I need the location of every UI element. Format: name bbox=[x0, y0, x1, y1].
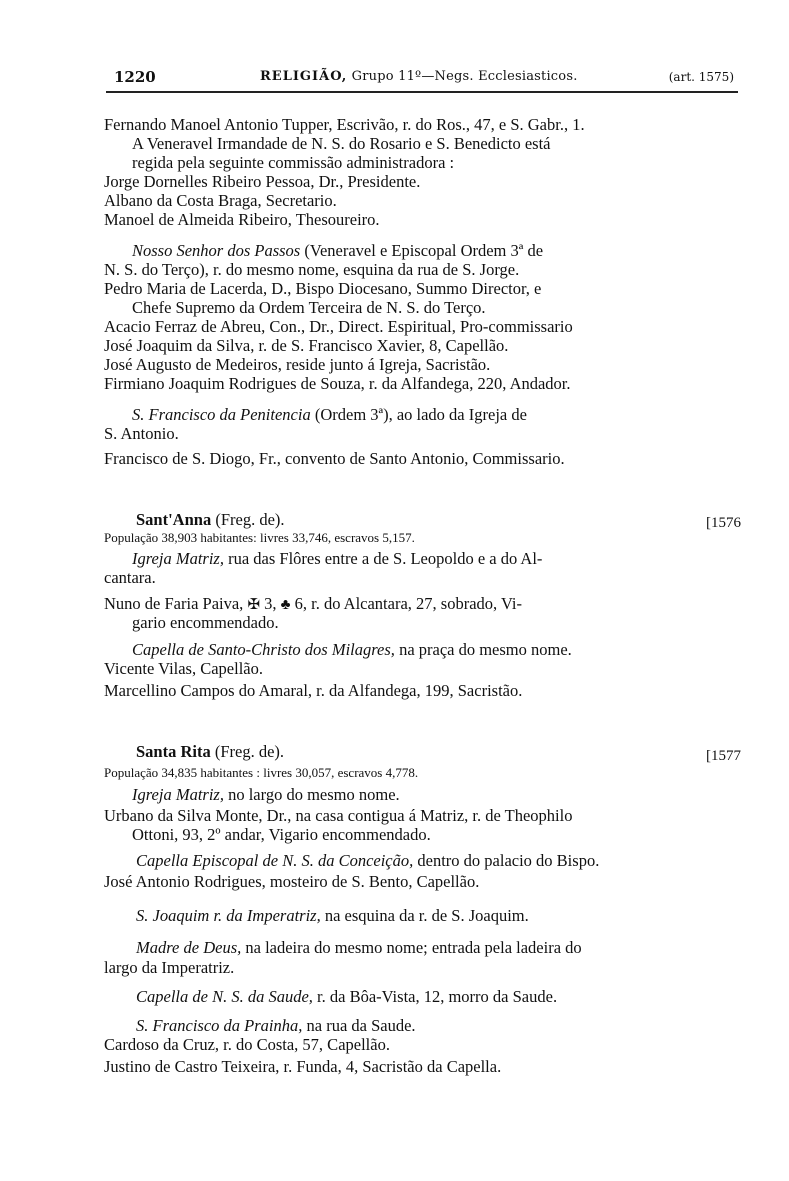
text-line: regida pela seguinte commissão administradora : bbox=[132, 153, 455, 172]
text-line bbox=[136, 851, 776, 870]
section-title-bold: Santa Rita bbox=[136, 742, 211, 761]
text-line: Fernando Manoel Antonio Tupper, Escrivão, r. do Ros., 47, e S. Gabr., 1. bbox=[104, 115, 585, 134]
section-title-rest: (Freg. de). bbox=[210, 742, 285, 761]
entry-text: r. da Bôa-Vista, 12, morro da Saude. bbox=[312, 987, 558, 1006]
section-reference: [1577 bbox=[706, 748, 741, 764]
text-line: Firmiano Joaquim Rodrigues de Souza, r. da Alfandega, 220, Andador. bbox=[104, 374, 571, 393]
text-line: largo da Imperatriz. bbox=[104, 958, 235, 977]
entry-text: na praça do mesmo nome. bbox=[394, 640, 572, 659]
entry-text: rua das Flôres entre a de S. Leopoldo e a do Al- bbox=[223, 549, 543, 568]
header-title bbox=[260, 69, 578, 84]
text-line bbox=[136, 987, 776, 1006]
text-line: Manoel de Almeida Ribeiro, Thesoureiro. bbox=[104, 210, 380, 229]
cross-icon: ✠ bbox=[247, 597, 261, 613]
text-line: Pedro Maria de Lacerda, D., Bispo Diocesano, Summo Director, e bbox=[104, 279, 542, 298]
text-line bbox=[132, 405, 772, 424]
text-line: gario encommendado. bbox=[132, 613, 279, 632]
header-article: (art. 1575) bbox=[668, 70, 734, 84]
text-line: José Joaquim da Silva, r. de S. Francisco Xavier, 8, Capellão. bbox=[104, 336, 509, 355]
text-line: Albano da Costa Braga, Secretario. bbox=[104, 191, 337, 210]
entry-title: S. Francisco da Penitencia bbox=[132, 405, 311, 424]
text-line: cantara. bbox=[104, 568, 156, 587]
entry-title: Capella de N. S. da Saude, bbox=[136, 987, 313, 1006]
entry-title: Igreja Matriz, bbox=[132, 549, 224, 568]
entry-title: Igreja Matriz, bbox=[132, 785, 224, 804]
text-line: José Antonio Rodrigues, mosteiro de S. Bento, Capellão. bbox=[104, 872, 480, 891]
running-header bbox=[100, 68, 740, 88]
text-line bbox=[104, 594, 744, 615]
text-line: Justino de Castro Teixeira, r. Funda, 4, Sacristão da Capella. bbox=[104, 1057, 502, 1076]
section-reference: [1576 bbox=[706, 515, 741, 531]
entry-title: Madre de Deus, bbox=[136, 938, 242, 957]
entry-title: Capella de Santo-Christo dos Milagres, bbox=[132, 640, 395, 659]
section-title bbox=[136, 510, 776, 529]
text-line: Chefe Supremo da Ordem Terceira de N. S. do Terço. bbox=[132, 298, 486, 317]
text-line bbox=[132, 549, 772, 568]
section-title-bold: Sant'Anna bbox=[136, 510, 212, 529]
entry-title: Capella Episcopal de N. S. da Conceição, bbox=[136, 851, 414, 870]
entry-title: S. Francisco da Prainha, bbox=[136, 1016, 303, 1035]
population-line: População 34,835 habitantes : livres 30,057, escravos 4,778. bbox=[104, 765, 419, 780]
entry-text: dentro do palacio do Bispo. bbox=[413, 851, 600, 870]
entry-text: Nuno de Faria Paiva, bbox=[104, 594, 248, 613]
text-line: Acacio Ferraz de Abreu, Con., Dr., Direct. Espiritual, Pro-commissario bbox=[104, 317, 573, 336]
header-title-bold: RELIGIÃO, bbox=[260, 69, 348, 84]
text-line: Jorge Dornelles Ribeiro Pessoa, Dr., Presidente. bbox=[104, 172, 421, 191]
text-line: S. Antonio. bbox=[104, 424, 179, 443]
entry-text: na esquina da r. de S. Joaquim. bbox=[320, 906, 529, 925]
text-line: Marcellino Campos do Amaral, r. da Alfandega, 199, Sacristão. bbox=[104, 681, 523, 700]
text-line bbox=[136, 906, 776, 925]
entry-text: na ladeira do mesmo nome; entrada pela ladeira do bbox=[241, 938, 582, 957]
text-line: Ottoni, 93, 2º andar, Vigario encommendado. bbox=[132, 825, 431, 844]
entry-text: na rua da Saude. bbox=[302, 1016, 416, 1035]
population-line: População 38,903 habitantes: livres 33,746, escravos 5,157. bbox=[104, 530, 415, 545]
text-line bbox=[132, 241, 772, 260]
header-rule bbox=[106, 91, 738, 93]
entry-text: 3, bbox=[260, 594, 281, 613]
text-line bbox=[132, 785, 772, 804]
text-line: A Veneravel Irmandade de N. S. do Rosario e S. Benedicto está bbox=[132, 134, 551, 153]
entry-title: S. Joaquim r. da Imperatriz, bbox=[136, 906, 321, 925]
entry-title: Nosso Senhor dos Passos bbox=[132, 241, 301, 260]
entry-text: 6, r. do Alcantara, 27, sobrado, Vi- bbox=[290, 594, 522, 613]
text-line: José Augusto de Medeiros, reside junto á Igreja, Sacristão. bbox=[104, 355, 491, 374]
entry-text: no largo do mesmo nome. bbox=[223, 785, 400, 804]
text-line: Cardoso da Cruz, r. do Costa, 57, Capellão. bbox=[104, 1035, 390, 1054]
text-line: Francisco de S. Diogo, Fr., convento de Santo Antonio, Commissario. bbox=[104, 449, 565, 468]
text-line bbox=[132, 640, 772, 659]
text-line bbox=[136, 1016, 776, 1035]
header-title-rest: Grupo 11º—Negs. Ecclesiasticos. bbox=[351, 69, 578, 84]
entry-text: (Ordem 3ª), ao lado da Igreja de bbox=[310, 405, 527, 424]
entry-text: (Veneravel e Episcopal Ordem 3ª de bbox=[300, 241, 544, 260]
text-line: Vicente Vilas, Capellão. bbox=[104, 659, 263, 678]
text-line: N. S. do Terço), r. do mesmo nome, esquina da rua de S. Jorge. bbox=[104, 260, 520, 279]
section-title-rest: (Freg. de). bbox=[211, 510, 285, 529]
text-line bbox=[136, 938, 776, 957]
text-line: Urbano da Silva Monte, Dr., na casa contigua á Matriz, r. de Theophilo bbox=[104, 806, 573, 825]
emblem-icon: ♣ bbox=[280, 597, 291, 613]
section-title bbox=[136, 742, 776, 761]
page-number: 1220 bbox=[114, 68, 156, 86]
